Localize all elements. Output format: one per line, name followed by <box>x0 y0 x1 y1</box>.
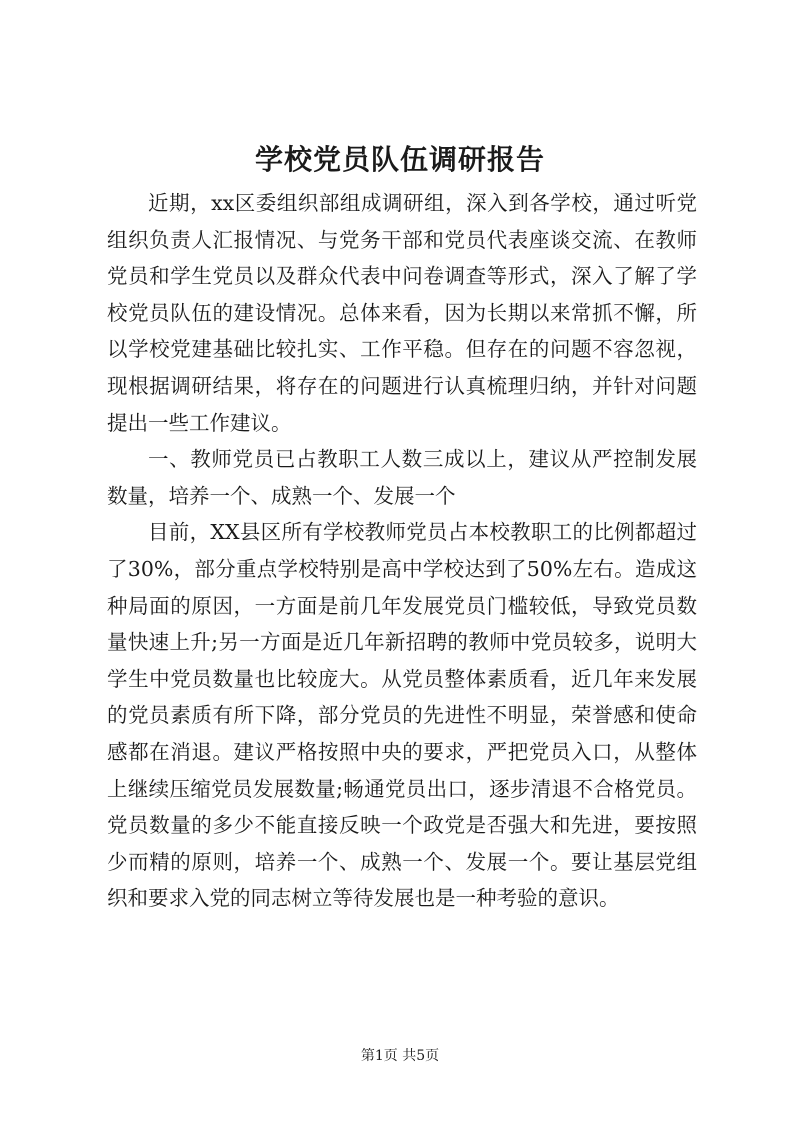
page-number-footer: 第1页 共5页 <box>360 1048 440 1064</box>
intro-paragraph: 近期，xx区委组织部组成调研组，深入到各学校，通过听党组织负责人汇报情况、与党务干部和党员代表座谈交流、在教师党员和学生党员以及群众代表中问卷调查等形式，深入了解了学校党员队伍的建设情况。总体来看，因为长期以来常抓不懈，所以学校党建基础比较扎实、工作平稳。但存在的问题不容忽视，现根据调研结果，将存在的问题进行认真梳理归纳，并针对问题提出一些工作建议。 <box>107 191 697 435</box>
section-body-paragraph: 目前，XX县区所有学校教师党员占本校教职工的比例都超过了30%，部分重点学校特别是高中学校达到了50%左右。造成这种局面的原因，一方面是前几年发展党员门槛较低，导致党员数量快速上升;另一方面是近几年新招聘的教师中党员较多，说明大学生中党员数量也比较庞大。从党员整体素质看，近几年来发展的党员素质有所下降，部分党员的先进性不明显，荣誉感和使命感都在消退。建议严格按照中央的要求，严把党员入口，从整体上继续压缩党员发展数量;畅通党员出口，逐步清退不合格党员。党员数量的多少不能直接反映一个政党是否强大和先进，要按照少而精的原则，培养一个、成熟一个、发展一个。要让基层党组织和要求入党的同志树立等待发展也是一种考验的意识。 <box>107 520 697 911</box>
section-heading-paragraph: 一、教师党员已占教职工人数三成以上，建议从严控制发展数量，培养一个、成熟一个、发展一个 <box>107 447 697 508</box>
document-title: 学校党员队伍调研报告 <box>254 143 545 176</box>
document-body <box>107 185 697 917</box>
